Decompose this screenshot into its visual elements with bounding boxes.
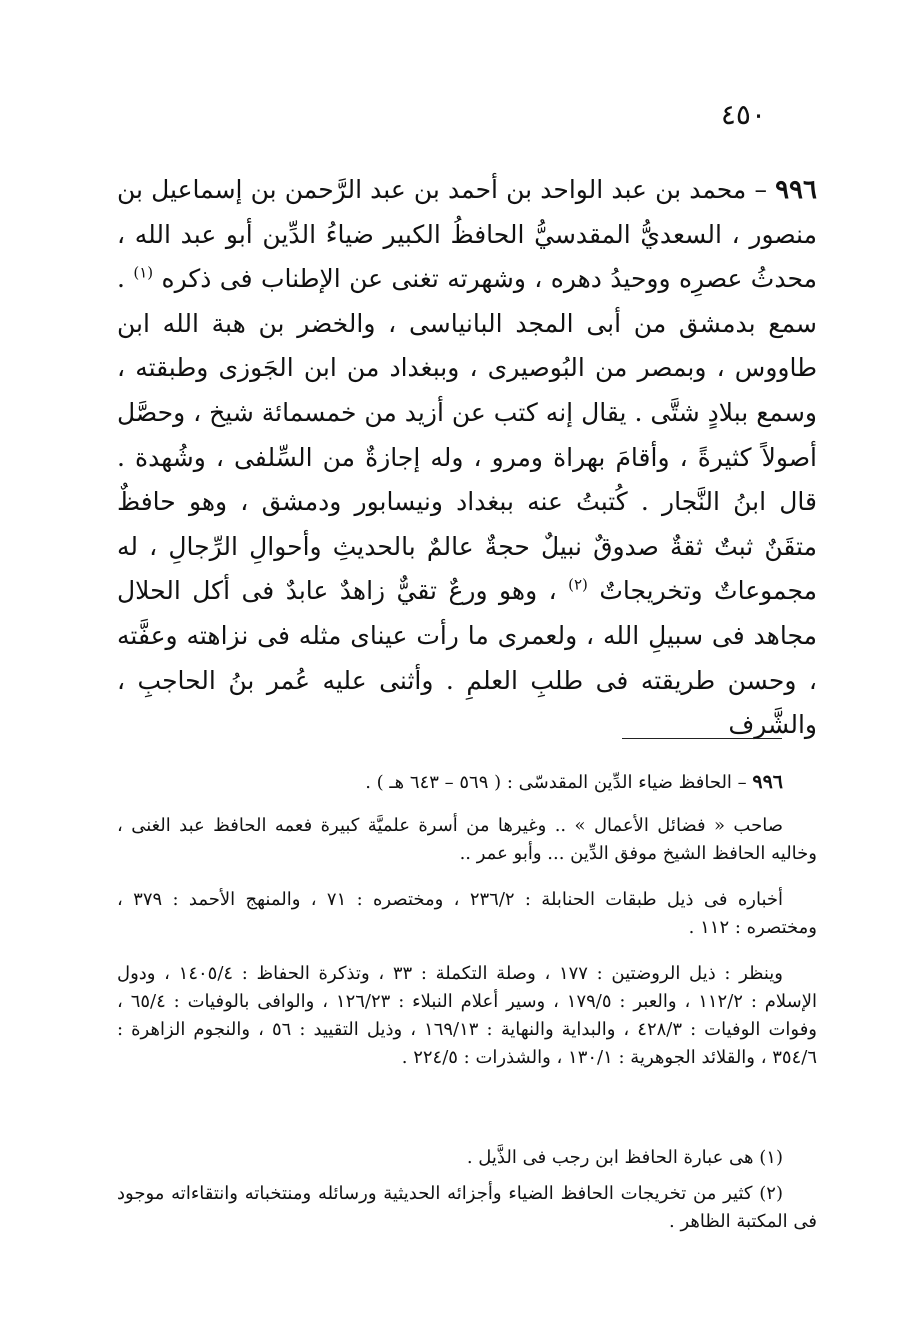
footnote-separator	[622, 738, 782, 739]
footnote-sources-1: أخباره فى ذيل طبقات الحنابلة : ٢٣٦/٢ ، ومختصره : ٧١ ، والمنهج الأحمد : ٣٧٩ ، ومختصره : ١١٢ .	[117, 889, 817, 938]
biography-entry	[117, 168, 817, 748]
footnote-entry-number: ٩٩٦	[752, 771, 783, 793]
entry-text-part-1: – محمد بن عبد الواحد بن أحمد بن عبد الرَّحمن بن إسماعيل بن منصور ، السعديُّ المقدسيُّ الحافظُ الكبير ضياءُ الدِّين أبو عبد الله ، محدثُ عصرِه ووحيدُ دهره ، وشهرته تغنى عن الإطناب فى ذكره	[117, 175, 817, 294]
page-number: ٤٥٠	[720, 98, 766, 131]
entry-text-part-2: . سمع بدمشق من أبى المجد البانياسى ، والخضر بن هبة الله ابن طاووس ، وبمصر من البُوصيرى ، وببغداد من ابن الجَوزى وطبقته ، وسمع ببلادٍ شتَّى . يقال إنه كتب عن أزيد من خمسمائة شيخ ، وحصَّل أصولاً كثيرةً ، وأقامَ بهراة ومرو ، وله إجازةٌ من السِّلفى ، وشُهدة . قال ابنُ النَّجار . كُتبتُ عنه ببغداد ونيسابور ودمشق ، وهو حافظٌ متقَنٌ ثبتٌ ثقةٌ صدوقٌ نبيلٌ حجةٌ عالمٌ بالحديثِ وأحوالِ الرِّجالِ ، له مجموعاتٌ وتخريجاتٌ	[117, 264, 818, 606]
footnote-ref-1: (١)	[133, 263, 154, 282]
footnote-ref-2: (٢)	[568, 576, 588, 595]
footnote-bio-heading	[117, 768, 817, 797]
footnote-note-2: (٢) كثير من تخريجات الحافظ الضياء وأجزائه الحديثية ورسائله ومنتخباته وانتقاءاته موجود فى المكتبة الظاهر .	[117, 1183, 817, 1232]
footnote-note-1: (١) هى عبارة الحافظ ابن رجب فى الذَّيل .	[466, 1147, 783, 1168]
entry-text-part-3: ، وهو ورعٌ تقيٌّ زاهدٌ عابدٌ فى أكل الحلال مجاهد فى سبيلِ الله ، ولعمرى ما رأت عيناى مثله فى نزاهته وعفَّته ، وحسن طريقته فى طلبِ العلمِ . وأثنى عليه عُمر بنُ الحاجبِ ، والشَّرف	[117, 576, 817, 740]
footnote-bio-line: – الحافظ ضياء الدِّين المقدسّى : ( ٥٦٩ – ٦٤٣ هـ ) .	[365, 772, 753, 793]
footnote-bio-text: صاحب « فضائل الأعمال » .. وغيرها من أسرة علميَّة كبيرة فعمه الحافظ عبد الغنى ، وخاليه الحافظ الشيخ موفق الدِّين ... وأبو عمر ..	[117, 815, 817, 864]
entry-number: ٩٩٦	[775, 175, 817, 205]
footnote-sources-2: وينظر : ذيل الروضتين : ١٧٧ ، وصلة التكملة : ٣٣ ، وتذكرة الحفاظ : ١٤٠٥/٤ ، ودول الإسلام : ١١٢/٢ ، والعبر : ١٧٩/٥ ، وسير أعلام النبلاء : ١٢٦/٢٣ ، والوافى بالوفيات : ٦٥/٤ ، وفوات الوفيات : ٤٢٨/٣ ، والبداية والنهاية : ١٦٩/١٣ ، وذيل التقييد : ٥٦ ، والنجوم الزاهرة : ٣٥٤/٦ ، والقلائد الجوهرية : ١٣٠/١ ، والشذرات : ٢٢٤/٥ .	[117, 963, 817, 1068]
